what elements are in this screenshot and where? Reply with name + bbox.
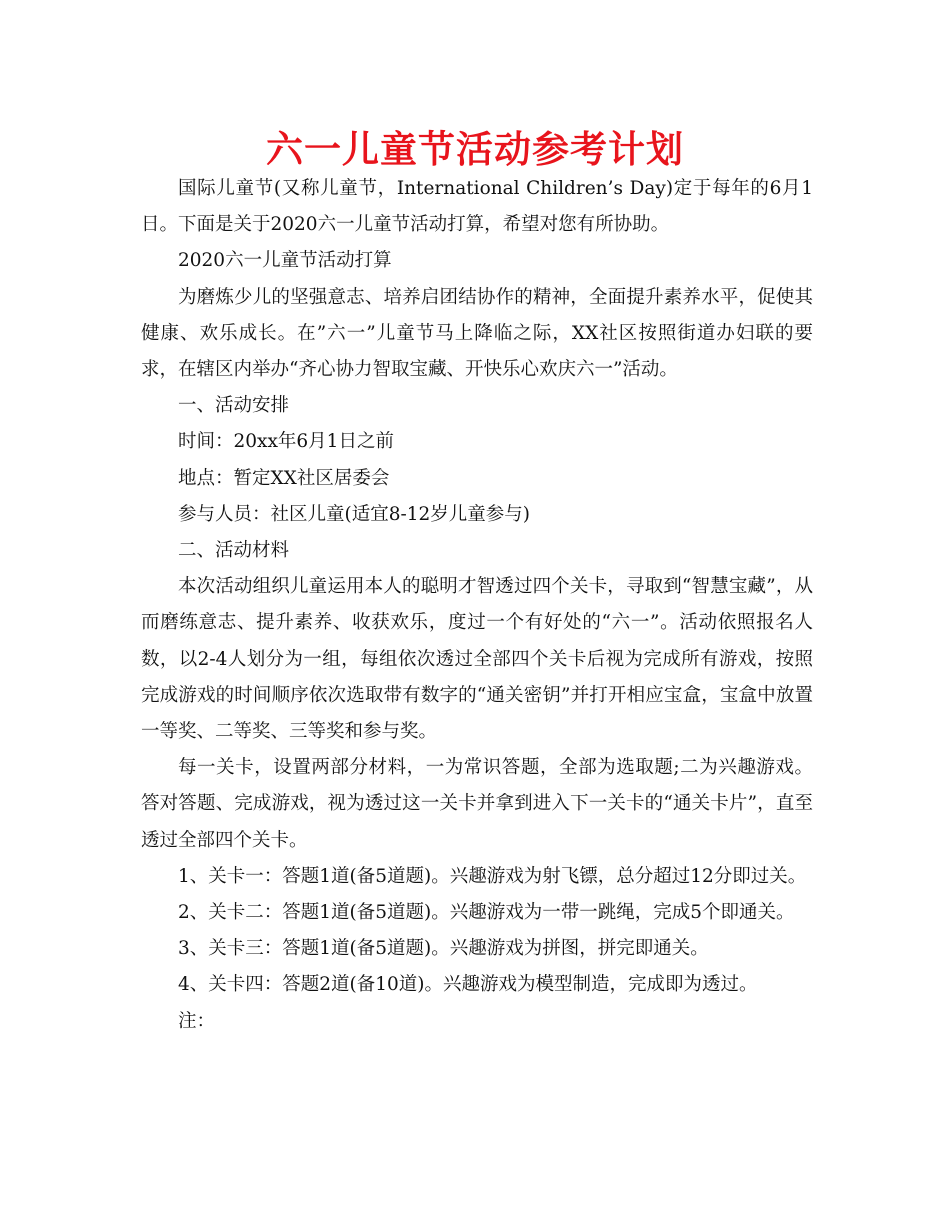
paragraph-purpose: 为磨炼少儿的坚强意志、培养启团结协作的精神，全面提升素养水平，促使其健康、欢乐成长。在”六一”儿童节马上降临之际，XX社区按照街道办妇联的要求，在辖区内举办“齐心协力智取宝藏、开快乐心欢庆六一”活动。: [141, 286, 813, 381]
paragraph-level-1: 1、关卡一：答题1道(备5道题)。兴趣游戏为射飞镖，总分超过12分即过关。: [178, 865, 807, 887]
paragraph-participants: 参与人员：社区儿童(适宜8-12岁儿童参与): [178, 503, 530, 525]
document-body: [141, 171, 813, 1040]
document-title: 六一儿童节活动参考计划: [266, 128, 684, 171]
section-heading-materials: 二、活动材料: [178, 540, 290, 562]
paragraph-time: 时间：20xx年6月1日之前: [178, 431, 394, 453]
paragraph-level-setup: 每一关卡，设置两部分材料，一为常识答题，全部为选取题;二为兴趣游戏。答对答题、完成游戏，视为透过这一关卡并拿到进入下一关卡的“通关卡片”，直至透过全部四个关卡。: [141, 757, 813, 851]
paragraph-level-2: 2、关卡二：答题1道(备5道题)。兴趣游戏为一带一跳绳，完成5个即通关。: [178, 902, 795, 924]
paragraph-level-4: 4、关卡四：答题2道(备10道)。兴趣游戏为模型制造，完成即为透过。: [178, 974, 758, 996]
paragraph-level-3: 3、关卡三：答题1道(备5道题)。兴趣游戏为拼图，拼完即通关。: [178, 938, 709, 960]
paragraph-subtitle: 2020六一儿童节活动打算: [178, 250, 392, 272]
paragraph-activity-description: 本次活动组织儿童运用本人的聪明才智透过四个关卡，寻取到“智慧宝藏”，从而磨练意志、提升素养、收获欢乐，度过一个有好处的“六一”。活动依照报名人数，以2-4人划分为一组，每组依次透过全部四个关卡后视为完成所有游戏，按照完成游戏的时间顺序依次选取带有数字的“通关密钥”并打开相应宝盒，宝盒中放置一等奖、二等奖、三等奖和参与奖。: [141, 576, 813, 743]
section-heading-arrangement: 一、活动安排: [178, 395, 290, 417]
paragraph-location: 地点：暂定XX社区居委会: [178, 467, 390, 489]
paragraph-intro: 国际儿童节(又称儿童节，International Children’s Day)定于每年的6月1日。下面是关于2020六一儿童节活动打算，希望对您有所协助。: [141, 178, 813, 236]
paragraph-note: 注：: [178, 1010, 216, 1032]
